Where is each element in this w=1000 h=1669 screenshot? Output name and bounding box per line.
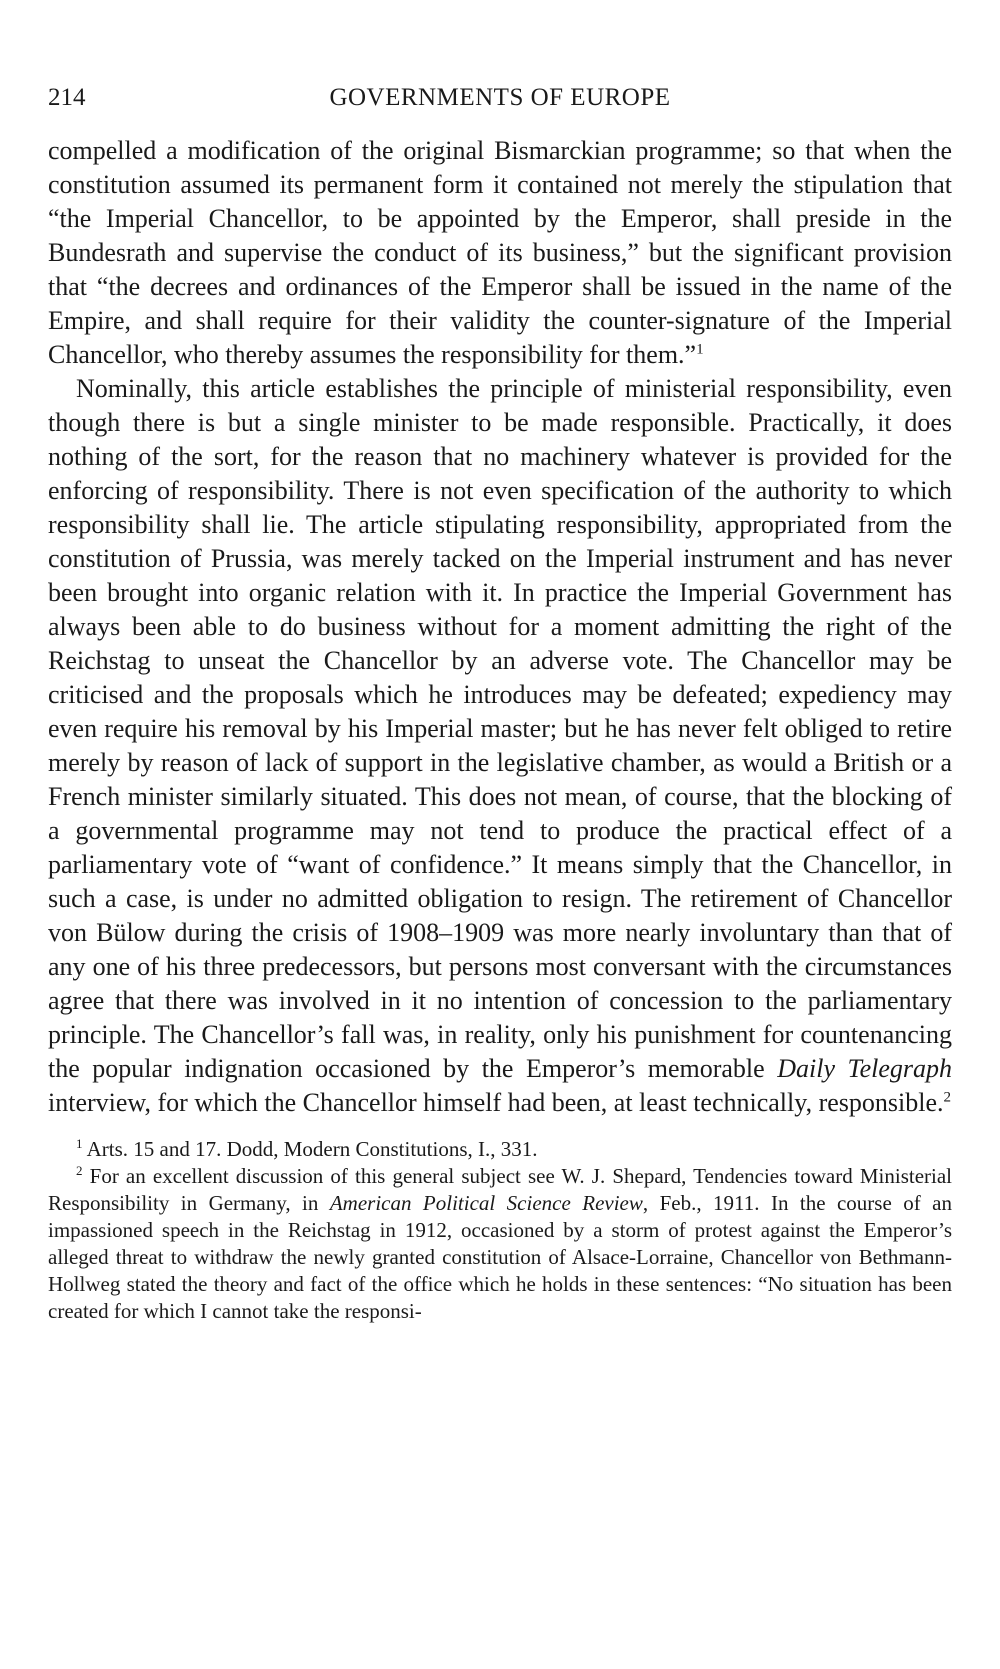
footnote-2-text: For an excellent discussion of this general subject see W. J. Shepard, Tendencies toward Ministerial Responsibility in Germany, in — [48, 1164, 952, 1215]
footnote-ref-2: 2 — [943, 1089, 952, 1106]
footnote-2 — [48, 1163, 952, 1325]
paragraph-2-text-end: interview, for which the Chancellor himself had been, at least technically, responsible. — [48, 1088, 944, 1117]
footnote-1 — [48, 1136, 952, 1163]
footnote-2-marker: 2 — [76, 1163, 83, 1178]
paragraph-2 — [48, 372, 952, 1120]
paragraph-1-text: compelled a modification of the original Bismarckian programme; so that when the constitution assumed its permanent form it contained not merely the stipulation that “the Imperial Chancellor, to be appointed by the Emperor, shall preside in the Bundesrath and supervise the conduct of its business,” but the significant provision that “the decrees and ordinances of the Emperor shall be issued in the name of the Empire, and shall require for their validity the counter-signature of the Imperial Chancellor, who thereby assumes the responsibility for them.” — [48, 136, 952, 369]
body-text — [48, 134, 952, 1120]
newspaper-title: Daily Telegraph — [777, 1054, 952, 1083]
page-number: 214 — [48, 84, 86, 111]
paragraph-2-text: Nominally, this article establishes the principle of ministerial responsibility, even though there is but a single minister to be made responsible. Practically, it does nothing of the sort, for the reason that no machinery whatever is provided for the enforcing of responsibility. There is not even specification of the authority to which responsibility shall lie. The article stipulating responsibility, appropriated from the constitution of Prussia, was merely tacked on the Imperial instrument and has never been brought into organic relation with it. In practice the Imperial Government has always been able to do business without for a moment admitting the right of the Reichstag to unseat the Chancellor by an adverse vote. The Chancellor may be criticised and the proposals which he introduces may be defeated; expediency may even require his removal by his Imperial master; but he has never felt obliged to retire merely by reason of lack of support in the legislative chamber, as would a British or a French minister similarly situated. This does not mean, of course, that the blocking of a governmental programme may not tend to produce the practical effect of a parliamentary vote of “want of confidence.” It means simply that the Chancellor, in such a case, is under no admitted obligation to resign. The retirement of Chancellor von Bülow during the crisis of 1908–1909 was more nearly involuntary than that of any one of his three predecessors, but persons most conversant with the circumstances agree that there was involved in it no intention of concession to the parliamentary principle. The Chancellor’s fall was, in reality, only his punishment for countenancing the popular indignation occasioned by the Emperor’s memorable — [48, 374, 952, 1083]
footnote-1-marker: 1 — [76, 1136, 83, 1151]
book-page — [48, 82, 952, 1325]
footnotes — [48, 1136, 952, 1325]
page-header — [48, 82, 952, 114]
paragraph-1 — [48, 134, 952, 372]
footnote-1-text: Arts. 15 and 17. Dodd, Modern Constitutions, I., 331. — [86, 1137, 538, 1161]
footnote-ref-1: 1 — [696, 341, 704, 358]
running-title: GOVERNMENTS OF EUROPE — [329, 84, 671, 111]
journal-title: American Political Science Review — [329, 1191, 643, 1215]
footnote-2-text-end: , Feb., 1911. In the course of an impassioned speech in the Reichstag in 1912, occasioned by a storm of protest against the Emperor’s alleged threat to withdraw the newly granted constitution of Alsace-Lorraine, Chancellor von Bethmann-Hollweg stated the theory and fact of the office which he holds in these sentences: “No situation has been created for which I cannot take the responsi- — [48, 1191, 952, 1323]
